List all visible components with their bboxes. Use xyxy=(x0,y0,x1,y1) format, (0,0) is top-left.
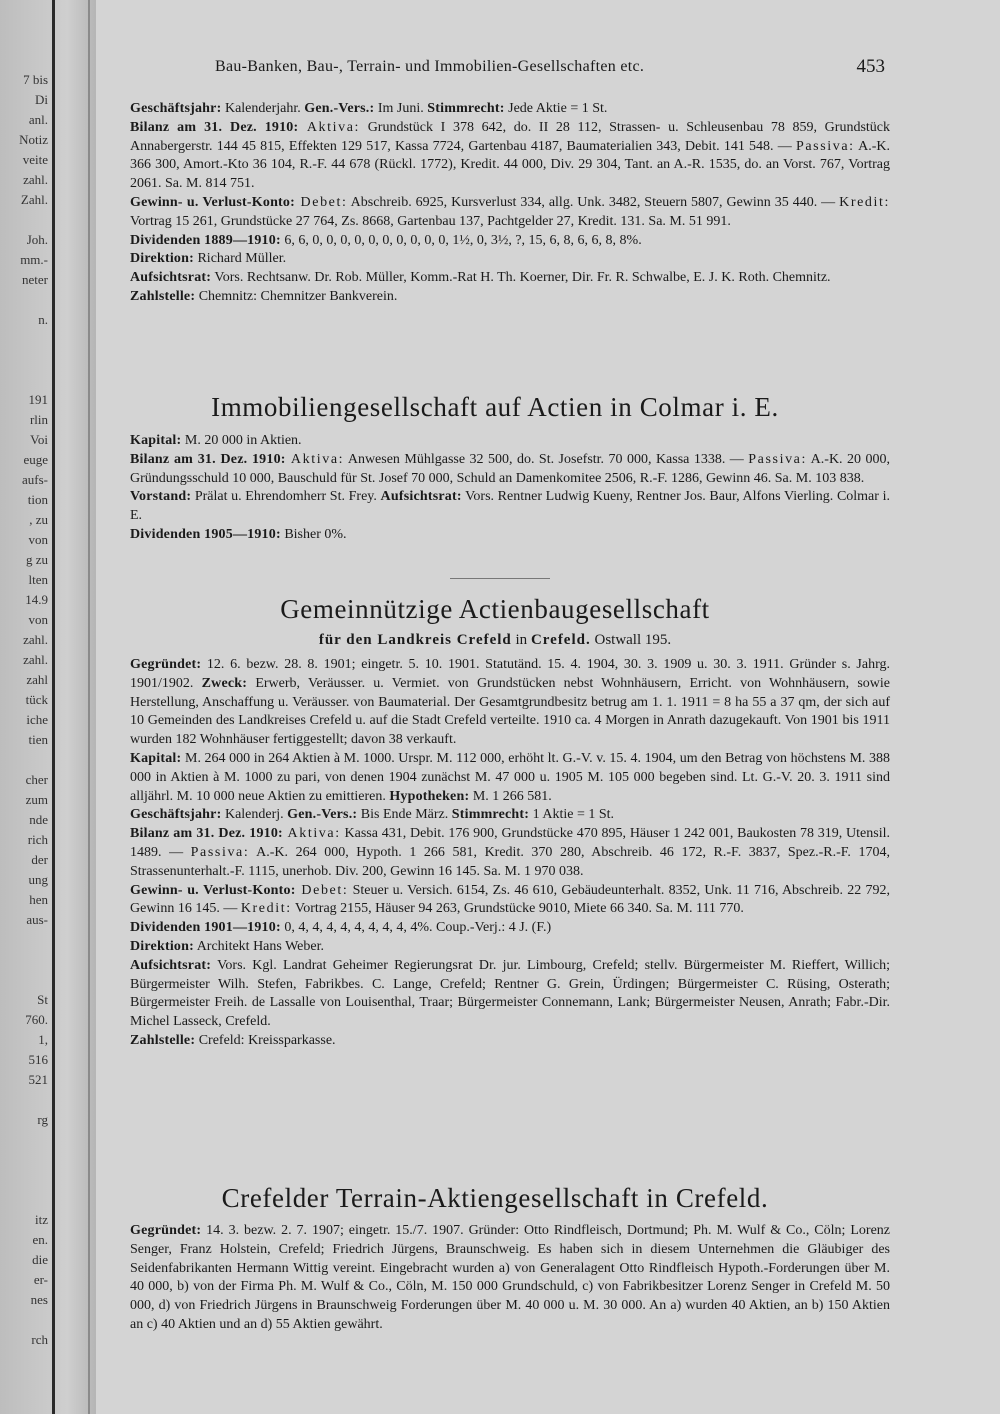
block1-entry xyxy=(100,100,890,307)
label: Gegründet: xyxy=(130,1223,202,1238)
margin-fragment: mm.- xyxy=(20,252,48,267)
text: Kassa 431, Debit. 176 900, Grundstücke 470 895, Häuser 1 242 001, Baukosten 78 319, Utensil. 1489. — xyxy=(130,826,890,860)
label: Geschäftsjahr: xyxy=(130,807,222,823)
block1-aufsichtsrat xyxy=(100,269,890,288)
section2-kapital xyxy=(100,432,890,451)
text: A.-K. 366 300, Amort.-Kto 36 104, R.-F. 44 678 (Rückl. 1772), Kredit. 44 000, Div. 29 304, Tant. an A.-R. 1535, do. an Vorst. 767, Vortrag 2061. Sa. M. 814 751. xyxy=(130,138,890,192)
margin-fragment: anl. xyxy=(28,112,48,127)
section3-zahlstelle xyxy=(100,1032,890,1051)
margin-fragment: zum xyxy=(25,792,48,807)
margin-fragment: cher xyxy=(25,772,48,787)
text: 6, 6, 0, 0, 0, 0, 0, 0, 0, 0, 0, 0, 1½, 0, 3½, ?, 15, 6, 8, 6, 6, 8, 8%. xyxy=(280,232,642,248)
label: Dividenden 1905—1910: xyxy=(130,526,281,542)
margin-fragment xyxy=(0,330,48,350)
margin-fragment: der xyxy=(31,852,48,867)
margin-fragment: er- xyxy=(33,1272,48,1287)
label: Zahlstelle: xyxy=(130,1032,196,1048)
margin-fragment xyxy=(0,1190,48,1210)
text: Vors. Kgl. Landrat Geheimer Regierungsrat Dr. jur. Limbourg, Crefeld; stellv. Bürgermeister M. Rieffert, Willich; Bürgermeister Wilh. Stefen, Fabrikbes. C. Lange, Crefeld; Rentner G. Grein, Ürdingen; Bürgermeister C. Rüsing, Osterath; Bürgermeister Freih. de Lassalle von Louisenthal, Traar; Bürgermeister Connemann, Lank; Bürgermeister Neusen, Anrath; Fabr.-Dir. Michel Lasseck, Crefeld. xyxy=(130,957,890,1030)
margin-fragment: Voi xyxy=(30,432,48,447)
margin-fragment: 521 xyxy=(28,1072,48,1087)
text: Grundstück I 378 642, do. II 28 112, Strassen- u. Schleusenbau 78 859, Grundstück Annabergerstr. 144 45 815, Effekten 129 517, Kassa 7724, Gartenbau 4187, Baumaterialien 343, Debit. 141 548. — xyxy=(130,119,891,154)
label: Direktion: xyxy=(130,251,194,267)
text: Steuer u. Versich. 6154, Zs. 46 610, Gebäudeunterhalt. 8352, Unk. 11 716, Abschreib. 22 792, Gewinn 16 145. — xyxy=(130,882,890,917)
margin-fragment: lten xyxy=(28,572,48,587)
text: Vortrag 15 261, Grundstücke 27 764, Zs. 8668, Gartenbau 137, Pachtgelder 27, Kredit. 131. Sa. M. 51 991. xyxy=(130,213,731,229)
label: Bilanz am 31. Dez. 1910: xyxy=(130,451,286,467)
label: Gen.-Vers.: xyxy=(304,101,375,116)
margin-fragment: nes xyxy=(30,1292,48,1307)
text: Anwesen Mühlgasse 32 500, do. St. Josefstr. 70 000, Kassa 1338. — xyxy=(344,451,749,467)
margin-fragment xyxy=(0,1130,48,1150)
text: Abschreib. 6925, Kursverlust 334, allg. Unk. 3482, Steuern 5807, Gewinn 35 440. — xyxy=(347,194,840,210)
label: Kredit: xyxy=(839,194,890,210)
block1-geschaeftsjahr xyxy=(100,100,890,119)
text: M. 264 000 in 264 Aktien à M. 1000. Urspr. M. 112 000, erhöht lt. G.-V. v. 15. 4. 1904, um den Betrag von höchstens M. 388 000 in Aktien à M. 1000 zu pari, von denen 1904 zunächst M. 47 000 u. 1905 M. 105 000 begeben sind. Lt. G.-V. 20. 3. 1911 sind alljährl. M. 10 000 neue Aktien zu emittieren. xyxy=(130,750,890,804)
text: M. 1 266 581. xyxy=(469,788,552,804)
margin-fragment: tien xyxy=(28,732,48,747)
section2-title: Immobiliengesellschaft auf Actien in Colmar i. E. xyxy=(211,392,779,422)
section2-bilanz xyxy=(100,451,890,489)
label: Vorstand: xyxy=(130,489,192,505)
label: Passiva: xyxy=(190,844,250,860)
text: Prälat u. Ehrendomherr St. Frey. xyxy=(191,489,381,505)
section-divider xyxy=(450,578,550,579)
page-gutter-shadow xyxy=(88,0,90,1414)
label: Gen.-Vers.: xyxy=(287,807,358,823)
text: 12. 6. bezw. 28. 8. 1901; eingetr. 5. 10. 1901. Statutänd. 15. 4. 1904, 30. 3. 1909 u. 30. 3. 1911. Gründer s. Jahrg. 1901/1902. xyxy=(130,657,890,691)
text: Kalenderjahr. xyxy=(221,101,305,116)
subtitle-city: Crefeld. xyxy=(530,632,591,648)
label: Gewinn- u. Verlust-Konto: xyxy=(130,194,295,210)
section3-title: Gemeinnützige Actienbaugesellschaft xyxy=(280,594,710,624)
margin-fragment: 760. xyxy=(25,1012,48,1027)
text: 14. 3. bezw. 2. 7. 1907; eingetr. 15./7. 1907. Gründer: Otto Rindfleisch, Dortmund; Ph. M. Wulf & Co., Cöln; Lorenz Senger, Franz Holstein, Crefeld; Friedrich Jürgens, Braunschweig. Es haben sich in diesem Unternehmen die Gläubiger des Seidenfabrikanten Hermann Wittig vereint. Eingebracht wurden a) von Generalagent Otto Rindfleisch Hypoth.-Forderungen über M. 40 000, b) von der Firma Ph. M. Wulf & Co., Cöln, M. 150 000 Grundschuld, c) von Fabrikbesitzer Lorenz Senger in Crefeld M. 50 000, d) von Friedrich Jürgens in Braunschweig Forderungen über M. 40 000 u. M. 30 000. An a) wurden 40 Aktien, an b) 150 Aktien an c) 40 Aktien und an d) 55 Aktien gewährt. xyxy=(130,1223,890,1332)
margin-fragment: hen xyxy=(29,892,48,907)
margin-fragment: 1, xyxy=(38,1032,48,1047)
margin-fragment: g zu xyxy=(25,552,48,567)
section4-title: Crefelder Terrain-Aktiengesellschaft in Crefeld. xyxy=(221,1183,769,1213)
label: Direktion: xyxy=(130,938,194,954)
section3-geschaeftsjahr xyxy=(100,806,890,825)
block1-direktion xyxy=(100,250,890,269)
label: Aufsichtsrat: xyxy=(130,270,212,286)
section2-dividenden xyxy=(100,526,890,545)
block1-guv xyxy=(100,194,890,232)
section4-entry xyxy=(100,1222,890,1335)
margin-fragment: rg xyxy=(37,1112,48,1127)
margin-fragment: itz xyxy=(35,1212,48,1227)
margin-fragment: veite xyxy=(22,152,48,167)
margin-fragment: Joh. xyxy=(26,232,48,247)
section3-bilanz xyxy=(100,825,890,881)
margin-fragment xyxy=(0,1090,48,1110)
text: Architekt Hans Weber. xyxy=(193,938,324,954)
margin-fragment: tück xyxy=(25,692,48,707)
label: Stimmrecht: xyxy=(427,101,505,116)
label: Aktiva: xyxy=(285,451,345,467)
section4-gegruendet xyxy=(100,1222,890,1335)
margin-fragment: St xyxy=(37,992,48,1007)
label: Dividenden 1889—1910: xyxy=(130,232,281,248)
margin-fragment: tion xyxy=(27,492,48,507)
label: Kapital: xyxy=(130,433,182,448)
text: Bisher 0%. xyxy=(280,526,347,542)
label: Dividenden 1901—1910: xyxy=(130,920,281,936)
text: Kalenderj. xyxy=(221,807,288,823)
section3-gegruendet xyxy=(100,656,890,750)
margin-fragment xyxy=(0,290,48,310)
label: Aufsichtsrat: xyxy=(380,489,462,505)
subtitle-bold: für den Landkreis Crefeld xyxy=(318,632,512,648)
label: Kapital: xyxy=(130,750,182,766)
page-gutter-line xyxy=(52,0,55,1414)
margin-fragment: rlin xyxy=(29,412,48,427)
label: Bilanz am 31. Dez. 1910: xyxy=(130,119,299,135)
margin-fragment: Zahl. xyxy=(20,192,48,207)
label: Stimmrecht: xyxy=(451,807,530,823)
section3-direktion xyxy=(100,938,890,957)
margin-fragment xyxy=(0,1150,48,1170)
text: Crefeld: Kreissparkasse. xyxy=(195,1032,336,1048)
margin-fragment: en. xyxy=(32,1232,48,1247)
margin-fragment: 14.9 xyxy=(25,592,48,607)
text: Jede Aktie = 1 St. xyxy=(504,101,608,116)
text: Vortrag 2155, Häuser 94 263, Grundstücke 9010, Miete 66 340. Sa. M. 111 770. xyxy=(291,901,744,917)
text: Vors. Rentner Ludwig Kueny, Rentner Jos. Baur, Alfons Vierling. Colmar i. E. xyxy=(130,489,890,524)
section3-guv xyxy=(100,882,890,920)
margin-fragment: n. xyxy=(38,312,48,327)
label: Aktiva: xyxy=(298,119,361,135)
subtitle-address: Ostwall 195. xyxy=(590,632,672,648)
facing-page-fragments xyxy=(0,70,52,1350)
margin-fragment: zahl. xyxy=(23,172,48,187)
section2-entry xyxy=(100,432,890,545)
section2-vorstand xyxy=(100,488,890,526)
margin-fragment: von xyxy=(28,612,48,627)
margin-fragment: zahl. xyxy=(23,652,48,667)
margin-fragment xyxy=(0,970,48,990)
text: Im Juni. xyxy=(374,101,428,116)
block1-zahlstelle xyxy=(100,288,890,307)
margin-fragment: nde xyxy=(29,812,48,827)
margin-fragment: Notiz xyxy=(19,132,48,147)
margin-fragment xyxy=(0,950,48,970)
margin-fragment: neter xyxy=(22,272,48,287)
margin-fragment xyxy=(0,350,48,370)
label: Hypotheken: xyxy=(389,788,470,804)
margin-fragment: aufs- xyxy=(22,472,48,487)
margin-fragment: 7 bis xyxy=(23,72,48,87)
label: Bilanz am 31. Dez. 1910: xyxy=(130,826,283,842)
margin-fragment: rich xyxy=(27,832,48,847)
text: A.-K. 20 000, Gründungsschuld 10 000, Bauschuld für St. Josef 70 000, Schuld an Damenkomitee 2506, R.-F. 1286, Gewinn 46. Sa. M. 103 838. xyxy=(130,451,890,486)
label: Debet: xyxy=(295,882,349,898)
text: A.-K. 264 000, Hypoth. 1 266 581, Kredit. 370 280, Abschreib. 46 172, R.-F. 3837, Spez.-R.-F. 1704, Strassenunterhalt.-F. 1115, unerhob. Div. 200, Gewinn 16 145. Sa. M. 1 970 038. xyxy=(130,844,890,879)
text: Bis Ende März. xyxy=(357,807,452,823)
label: Passiva: xyxy=(795,138,855,154)
label: Zahlstelle: xyxy=(130,288,196,304)
label: Gegründet: xyxy=(130,657,202,672)
margin-fragment xyxy=(0,930,48,950)
margin-fragment: von xyxy=(28,532,48,547)
margin-fragment: die xyxy=(32,1252,48,1267)
margin-fragment: ung xyxy=(28,872,48,887)
text: Chemnitz: Chemnitzer Bankverein. xyxy=(195,288,398,304)
text: 1 Aktie = 1 St. xyxy=(529,807,615,823)
block1-dividenden xyxy=(100,232,890,251)
label: Aufsichtsrat: xyxy=(130,957,212,973)
text: M. 20 000 in Aktien. xyxy=(181,433,302,448)
margin-fragment: zahl. xyxy=(23,632,48,647)
label: Gewinn- u. Verlust-Konto: xyxy=(130,882,296,898)
label: Zweck: xyxy=(201,675,248,691)
text: Vors. Rechtsanw. Dr. Rob. Müller, Komm.-Rat H. Th. Koerner, Dir. Fr. R. Schwalbe, E. J. K. Roth. Chemnitz. xyxy=(211,270,831,286)
section3-dividenden xyxy=(100,919,890,938)
margin-fragment xyxy=(0,1310,48,1330)
section3-aufsichtsrat xyxy=(100,957,890,1032)
margin-fragment: aus- xyxy=(26,912,48,927)
text: 0, 4, 4, 4, 4, 4, 4, 4, 4, 4%. Coup.-Verj.: 4 J. (F.) xyxy=(280,920,552,936)
margin-fragment xyxy=(0,1170,48,1190)
margin-fragment xyxy=(0,370,48,390)
page-number: 453 xyxy=(856,56,885,77)
margin-fragment: , zu xyxy=(29,512,48,527)
margin-fragment: euge xyxy=(23,452,48,467)
text: Richard Müller. xyxy=(193,251,287,267)
margin-fragment: rch xyxy=(31,1332,48,1347)
label: Kredit: xyxy=(240,901,292,917)
label: Geschäftsjahr: xyxy=(130,101,222,116)
header-title: Bau-Banken, Bau-, Terrain- und Immobilien-Gesellschaften etc. xyxy=(215,58,645,75)
margin-fragment: zahl xyxy=(26,672,48,687)
section3-kapital xyxy=(100,750,890,806)
margin-fragment: 516 xyxy=(28,1052,48,1067)
section3-subtitle xyxy=(95,632,895,649)
block1-bilanz xyxy=(100,119,890,194)
margin-fragment: Di xyxy=(35,92,48,107)
label: Debet: xyxy=(294,194,348,210)
label: Aktiva: xyxy=(282,826,341,842)
margin-fragment: iche xyxy=(26,712,48,727)
margin-fragment: 191 xyxy=(28,392,48,407)
text: Erwerb, Veräusser. u. Vermiet. von Grundstücken nebst Wohnhäusern, Erricht. von Wohnhäusern, sowie Herstellung, Anschaffung u. Veräusser. von Baumaterial. Der Gesamtgrundbesitz betrug am 1. 1. 1911 = 8 ha 55 a 37 qm, der sich auf 10 Gemeinden des Landkreises Crefeld u. auf die Stadt Crefeld verteilte. 1910 ca. 4 Morgen in Anrath dazugekauft. Von 1901 bis 1911 wurden 182 Wohnhäuser fertiggestellt; davon 38 verkauft. xyxy=(130,675,890,748)
margin-fragment xyxy=(0,210,48,230)
section3-entry xyxy=(100,656,890,1051)
label: Passiva: xyxy=(748,451,807,467)
subtitle-in: in xyxy=(511,632,531,648)
margin-fragment xyxy=(0,750,48,770)
